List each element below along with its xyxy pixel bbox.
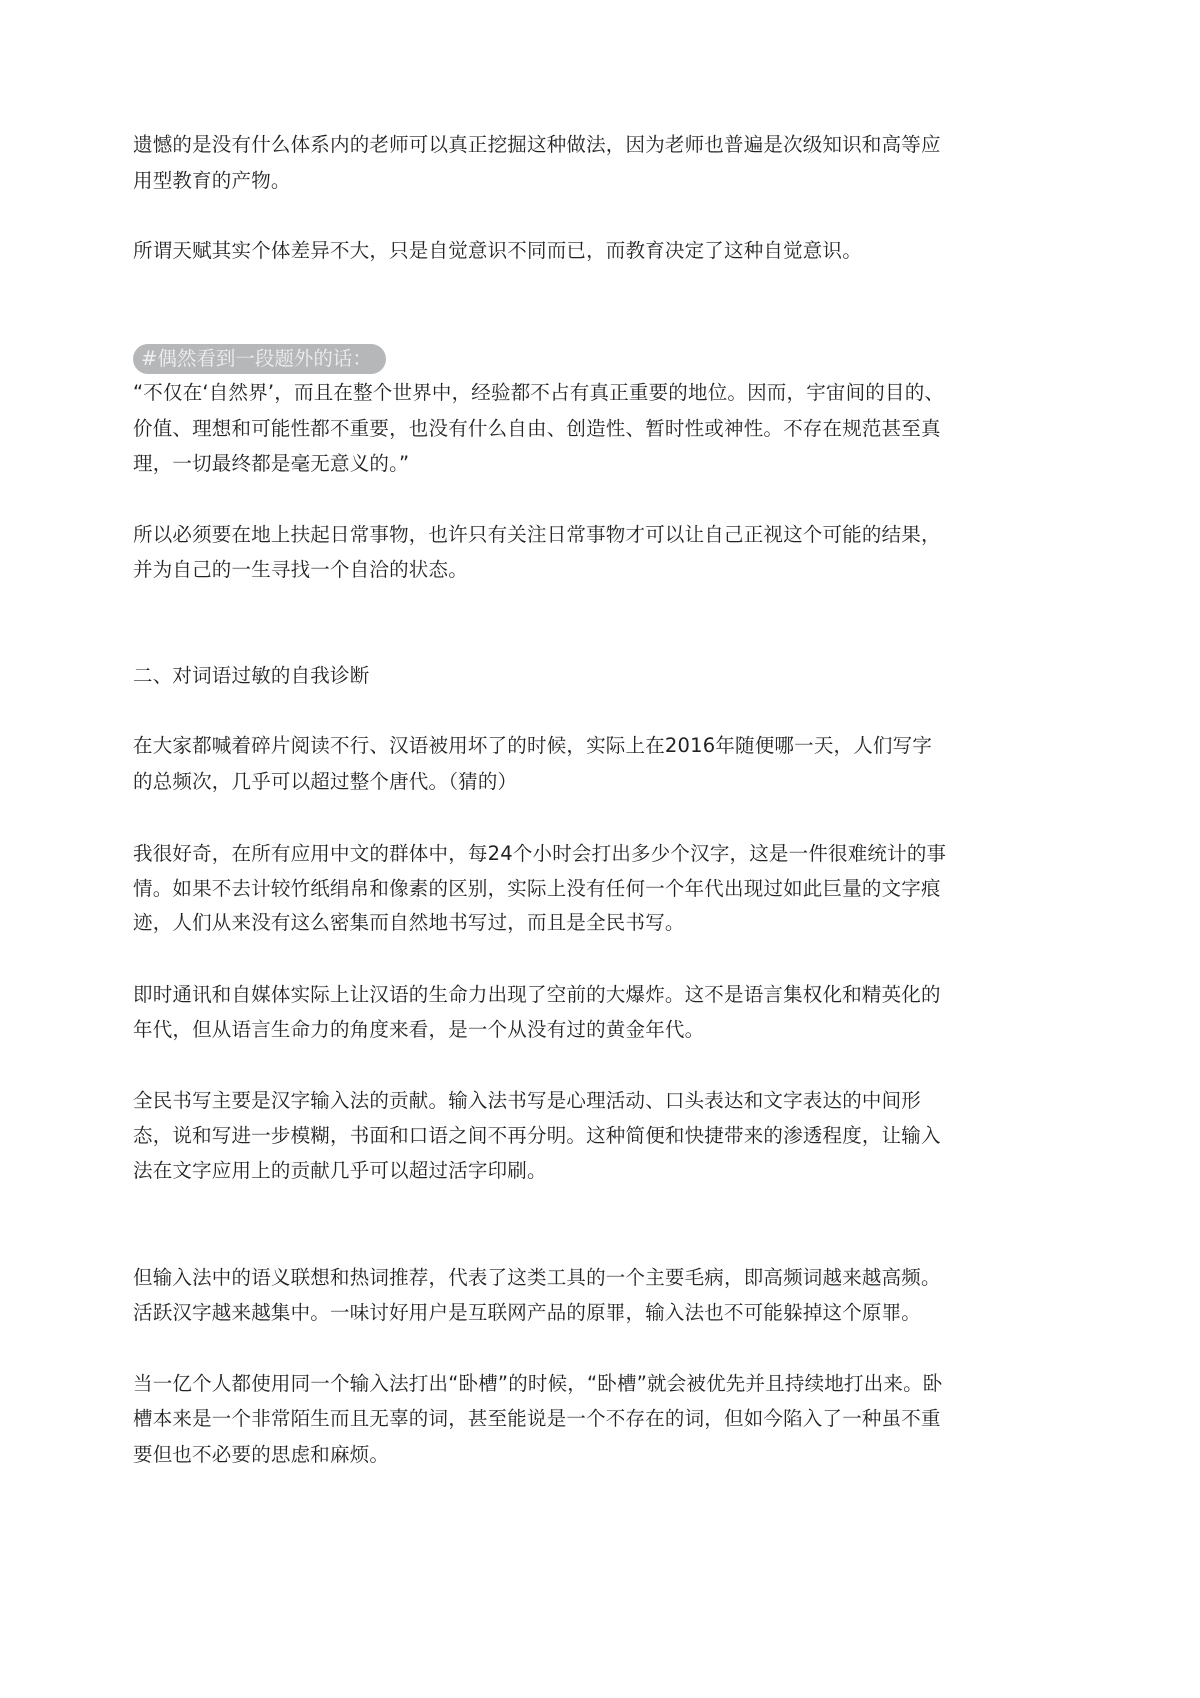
paragraph-line: 槽本来是一个非常陌生而且无辜的词，甚至能说是一个不存在的词，但如今陷入了一种虽不重 (133, 1407, 941, 1430)
paragraph-line: 我很好奇，在所有应用中文的群体中，每24个小时会打出多少个汉字，这是一件很难统计的事 (133, 842, 947, 865)
paragraph-line: 并为自己的一生寻找一个自洽的状态。 (133, 558, 468, 581)
paragraph-line: 情。如果不去计较竹纸绢帛和像素的区别，实际上没有任何一个年代出现过如此巨量的文字痕 (133, 877, 941, 900)
paragraph-line: 理，一切最终都是毫无意义的。” (133, 452, 410, 475)
paragraph-line: 迹，人们从来没有这么密集而自然地书写过，而且是全民书写。 (133, 911, 685, 934)
hashtag-badge[interactable]: #偶然看到一段题外的话： (133, 344, 386, 374)
paragraph-line: 在大家都喊着碎片阅读不行、汉语被用坏了的时候，实际上在2016年随便哪一天，人们写字 (133, 734, 933, 757)
paragraph-line: 用型教育的产物。 (133, 169, 291, 192)
paragraph-line: 年代，但从语言生命力的角度来看，是一个从没有过的黄金年代。 (133, 1018, 705, 1041)
paragraph-line: 所以必须要在地上扶起日常事物，也许只有关注日常事物才可以让自己正视这个可能的结果， (133, 523, 941, 546)
paragraph-line: 遗憾的是没有什么体系内的老师可以真正挖掘这种做法，因为老师也普遍是次级知识和高等应 (133, 133, 941, 156)
paragraph-line: 全民书写主要是汉字输入法的贡献。输入法书写是心理活动、口头表达和文字表达的中间形 (133, 1089, 922, 1112)
paragraph-line: 但输入法中的语义联想和热词推荐，代表了这类工具的一个主要毛病，即高频词越来越高频。 (133, 1266, 941, 1289)
paragraph-line: 活跃汉字越来越集中。一味讨好用户是互联网产品的原罪，输入法也不可能躲掉这个原罪。 (133, 1301, 922, 1324)
paragraph-line: 所谓天赋其实个体差异不大，只是自觉意识不同而已，而教育决定了这种自觉意识。 (133, 239, 862, 262)
paragraph-line: 法在文字应用上的贡献几乎可以超过活字印刷。 (133, 1159, 547, 1182)
paragraph-line: 要但也不必要的思虑和麻烦。 (133, 1443, 390, 1466)
paragraph-line: “不仅在‘自然界’，而且在整个世界中，经验都不占有真正重要的地位。因而，宇宙间的目的、 (133, 381, 945, 404)
section-heading: 二、对词语过敏的自我诊断 (133, 664, 370, 687)
paragraph-line: 态，说和写进一步模糊，书面和口语之间不再分明。这种简便和快捷带来的渗透程度，让输入 (133, 1124, 941, 1147)
paragraph-line: 价值、理想和可能性都不重要，也没有什么自由、创造性、暂时性或神性。不存在规范甚至真 (133, 417, 941, 440)
paragraph-line: 即时通讯和自媒体实际上让汉语的生命力出现了空前的大爆炸。这不是语言集权化和精英化的 (133, 983, 941, 1006)
paragraph-line: 当一亿个人都使用同一个输入法打出“卧槽”的时候，“卧槽”就会被优先并且持续地打出来。卧 (133, 1372, 943, 1395)
paragraph-line: 的总频次，几乎可以超过整个唐代。（猜的） (133, 770, 518, 793)
